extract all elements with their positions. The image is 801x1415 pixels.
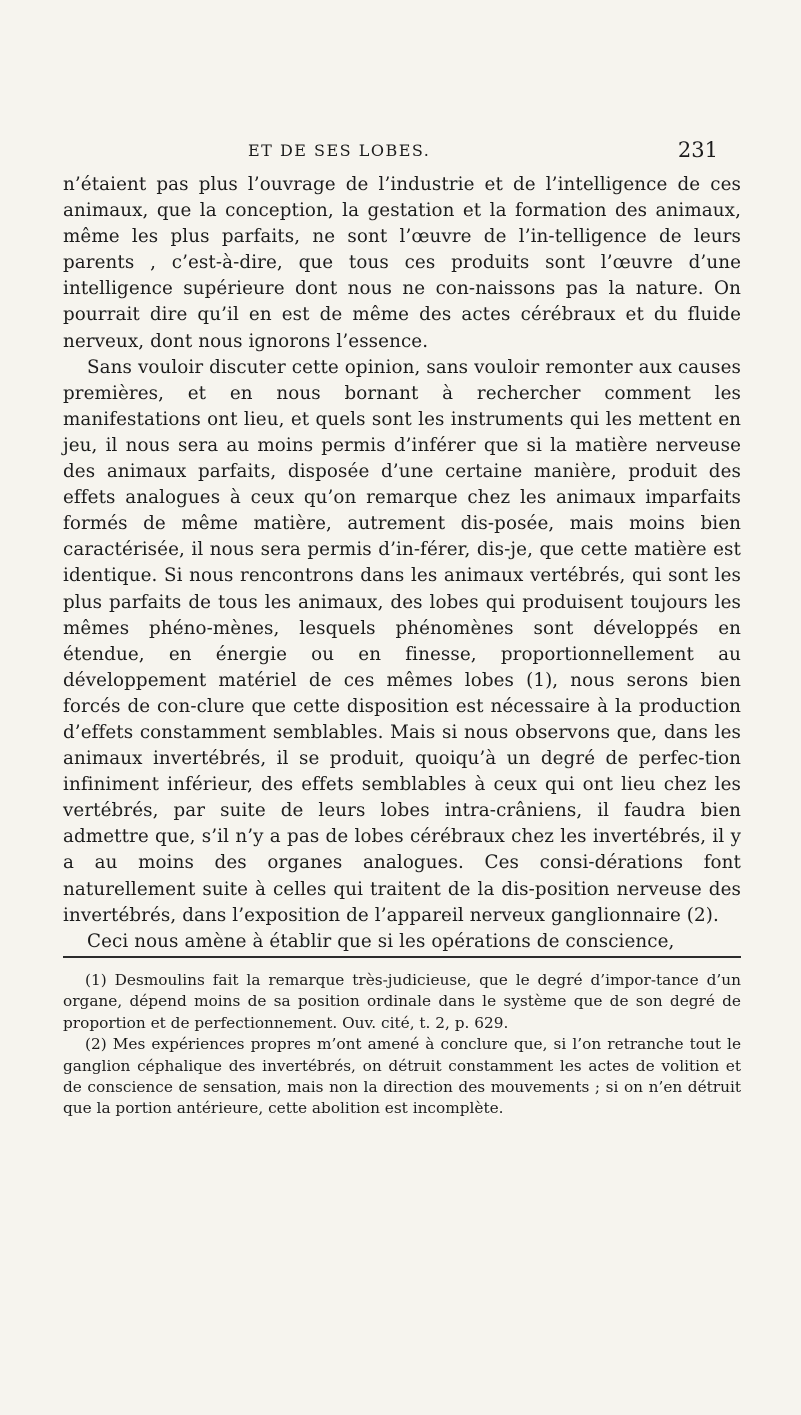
running-head [248,138,718,167]
running-title: ET DE SES LOBES. [248,141,431,160]
footnote-separator [63,956,741,958]
footnote-1: (1) Desmoulins fait la remarque très-judicieuse, que le degré d’impor-tance d’un organe, dépend moins de sa position ordinale dans le système que de son degré de proportion et de perfectionnement. Ouv. cité, t. 2, p. 629. [63,971,741,1032]
footnotes [63,970,741,1120]
paragraph: Sans vouloir discuter cette opinion, sans vouloir remonter aux causes premières, et en nous bornant à rechercher comment les manifestations ont lieu, et quels sont les instruments qui les mettent en jeu, il nous sera au moins permis d’inférer que si la matière nerveuse des animaux parfaits, disposée d’une certaine manière, produit des effets analogues à ceux qu’on remarque chez les animaux imparfaits formés de même matière, autrement dis-posée, mais moins bien caractérisée, il nous sera permis d’in-férer, dis-je, que cette matière est identique. Si nous rencontrons dans les animaux vertébrés, qui sont les plus parfaits de tous les animaux, des lobes qui produisent toujours les mêmes phéno-mènes, lesquels phénomènes sont développés en étendue, en énergie ou en finesse, proportionnellement au développement matériel de ces mêmes lobes (1), nous serons bien forcés de con-clure que cette disposition est nécessaire à la production d’effets constamment semblables. Mais si nous observons que, dans les animaux invertébrés, il se produit, quoiqu’à un degré de perfec-tion infiniment inférieur, des effets semblables à ceux qui ont lieu chez les vertébrés, par suite de leurs lobes intra-crâniens, il faudra bien admettre que, s’il n’y a pas de lobes cérébraux chez les invertébrés, il y a au moins des organes analogues. Ces consi-dérations font naturellement suite à celles qui traitent de la dis-position nerveuse des invertébrés, dans l’exposition de l’appareil nerveux ganglionnaire (2). [63,356,741,926]
paragraph-continued: n’étaient pas plus l’ouvrage de l’industrie et de l’intelligence de ces animaux, que la conception, la gestation et la formation des animaux, même les plus parfaits, ne sont l’œuvre de l’in-telligence de leurs parents , c’est-à-dire, que tous ces produits sont l’œuvre d’une intelligence supérieure dont nous ne con-naissons pas la nature. On pourrait dire qu’il en est de même des actes cérébraux et du fluide nerveux, dont nous ignorons l’essence. [63,174,741,352]
footnote-2: (2) Mes expériences propres m’ont amené à conclure que, si l’on retranche tout le ganglion céphalique des invertébrés, on détruit constamment les actes de volition et de conscience de sensation, mais non la direction des mouvements ; si on n’en détruit que la portion antérieure, cette abolition est incomplète. [63,1035,741,1118]
paragraph: Ceci nous amène à établir que si les opérations de conscience, [87,930,675,952]
page-number: 231 [677,138,718,162]
main-text [63,172,741,955]
